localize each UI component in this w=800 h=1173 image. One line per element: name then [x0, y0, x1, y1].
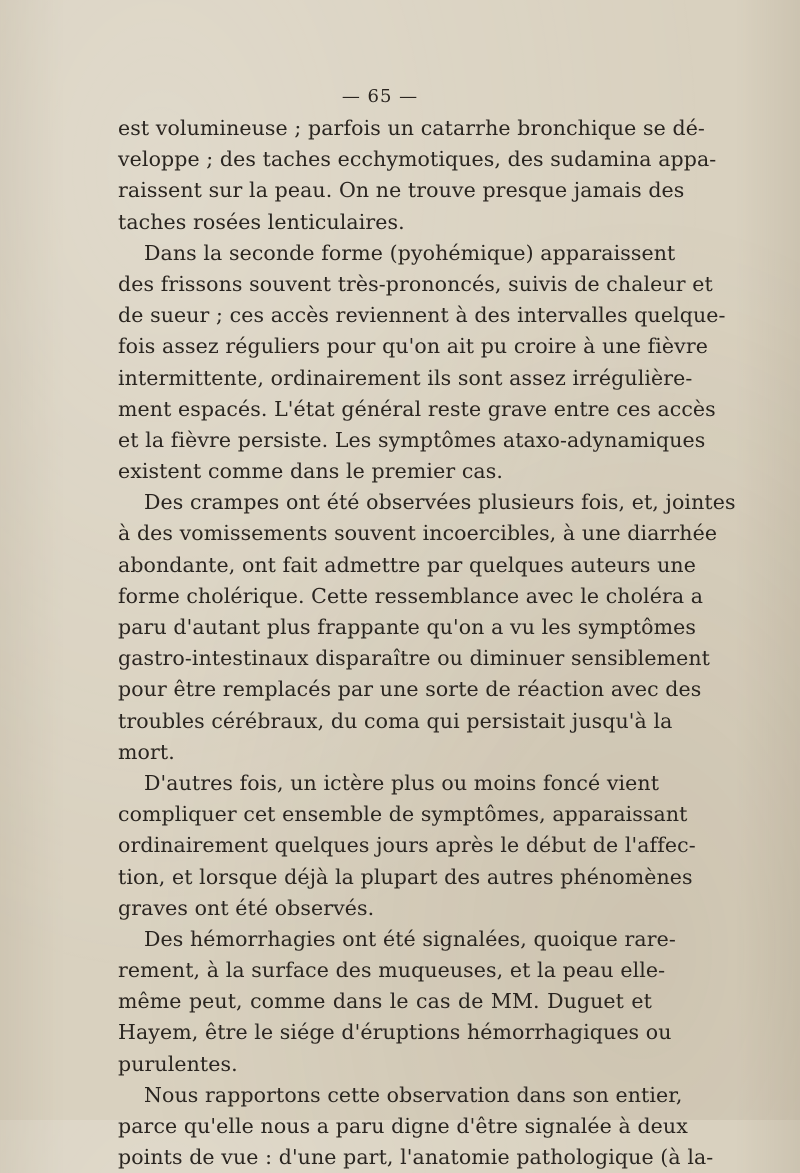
text-line: abondante, ont fait admettre par quelques auteurs une [118, 552, 696, 577]
text-line: et la fièvre persiste. Les symptômes ataxo-adynamiques [118, 427, 706, 452]
text-line: D'autres fois, un ictère plus ou moins foncé vient [144, 770, 660, 795]
text-line: ordinairement quelques jours après le début de l'affec- [118, 833, 696, 858]
text-line: ment espacés. L'état général reste grave entre ces accès [118, 396, 716, 421]
text-line: même peut, comme dans le cas de MM. Duguet et [118, 989, 652, 1014]
text-line: veloppe ; des taches ecchymotiques, des sudamina appa- [118, 147, 717, 172]
text-line: forme cholérique. Cette ressemblance avec le choléra a [118, 583, 704, 608]
text-line: parce qu'elle nous a paru digne d'être signalée à deux [118, 1114, 688, 1138]
text-line: Hayem, être le siége d'éruptions hémorrhagiques ou [118, 1020, 672, 1045]
text-line: mort. [118, 739, 175, 764]
text-line: troubles cérébraux, du coma qui persistait jusqu'à la [118, 708, 673, 733]
text-line: graves ont été observés. [118, 895, 375, 920]
text-line: points de vue : d'une part, l'anatomie pathologique (à la- [118, 1145, 714, 1170]
text-line: Des hémorrhagies ont été signalées, quoique rare- [144, 926, 676, 951]
text-line: taches rosées lenticulaires. [118, 209, 405, 234]
text-line: pour être remplacés par une sorte de réaction avec des [118, 677, 702, 702]
text-line: de sueur ; ces accès reviennent à des intervalles quelque- [118, 303, 726, 328]
text-line: intermittente, ordinairement ils sont assez irrégulière- [118, 365, 693, 390]
body-text [118, 113, 736, 1173]
text-line: raissent sur la peau. On ne trouve presque jamais des [118, 178, 685, 203]
text-line: tion, et lorsque déjà la plupart des autres phénomènes [118, 864, 693, 889]
text-line: Des crampes ont été observées plusieurs fois, et, jointes [144, 490, 736, 515]
text-line: à des vomissements souvent incoercibles, à une diarrhée [118, 521, 718, 546]
text-line: fois assez réguliers pour qu'on ait pu croire à une fièvre [118, 334, 708, 359]
text-line: existent comme dans le premier cas. [118, 459, 503, 484]
text-line: des frissons souvent très-prononcés, suivis de chaleur et [118, 271, 713, 296]
text-line: purulentes. [118, 1051, 238, 1076]
text-line: est volumineuse ; parfois un catarrhe bronchique se dé- [118, 116, 705, 140]
page-number: — 65 — [341, 86, 419, 107]
text-line: Nous rapportons cette observation dans son entier, [144, 1082, 683, 1107]
text-line: paru d'autant plus frappante qu'on a vu les symptômes [118, 615, 696, 639]
text-line: Dans la seconde forme (pyohémique) apparaissent [144, 240, 676, 265]
text-line: compliquer cet ensemble de symptômes, apparaissant [118, 802, 688, 827]
text-line: gastro-intestinaux disparaître ou diminuer sensiblement [118, 646, 710, 671]
text-line: rement, à la surface des muqueuses, et la peau elle- [118, 958, 666, 983]
